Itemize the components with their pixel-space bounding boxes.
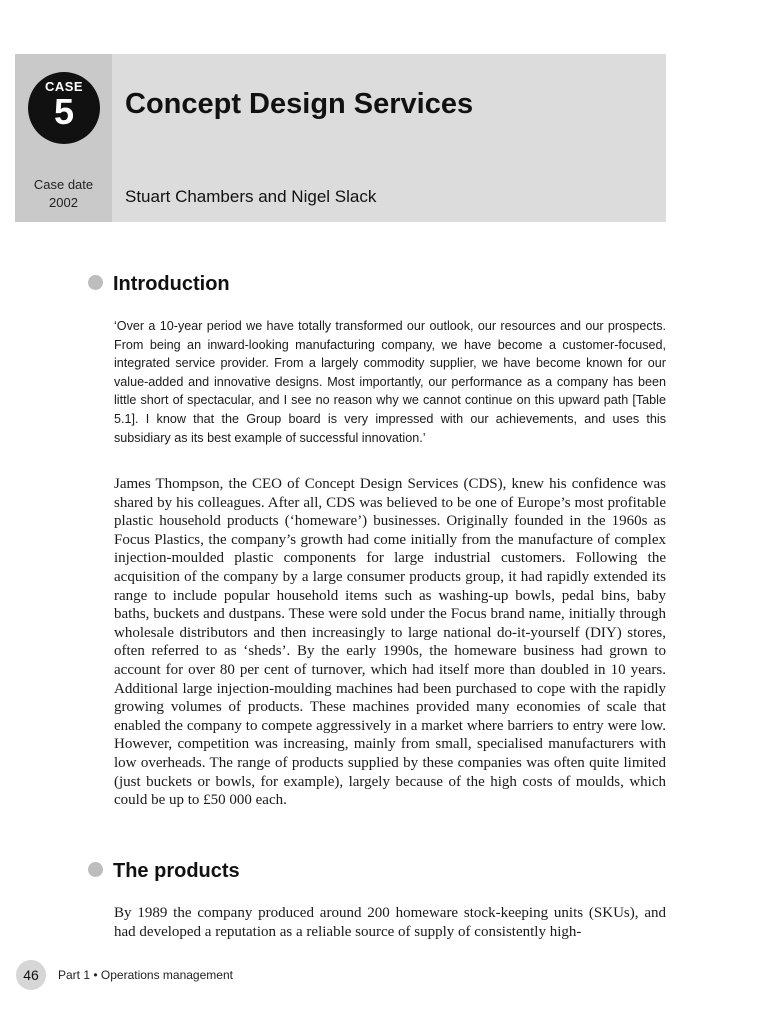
case-header-sidebar [15,54,112,222]
bullet-dot-icon [88,275,103,290]
section-heading-text: Introduction [113,273,230,295]
case-date-label: Case date [33,177,94,192]
case-badge [28,72,100,144]
case-date [15,176,112,212]
running-footer: Part 1 • Operations management [58,968,233,982]
case-title: Concept Design Services [125,88,474,120]
intro-paragraph: James Thompson, the CEO of Concept Design Services (CDS), knew his confidence was shared by his colleagues. After all, CDS was believed to be one of Europe’s most profitable plastic household products (‘homeware’) businesses. Originally founded in the 1960s as Focus Plastics, the company’s growth had come initially from the manufacture of complex injection-moulded plastic components for large industrial customers. Following the acquisition of the company by a large consumer products group, it had rapidly extended its range to include popular household items such as washing-up bowls, pedal bins, baby baths, buckets and dustpans. These were sold under the Focus brand name, initially through wholesale distributors and then increasingly to large national do-it-yourself (DIY) stores, often referred to as ‘sheds’. By the early 1990s, the homeware business had grown to account for over 80 per cent of turnover, which had itself more than doubled in 10 years. Additional large injection-moulding machines had been purchased to cope with the rapidly growing volumes of products. These machines provided many economies of scale that enabled the company to compete aggressively in a market where barriers to entry were low. However, competition was increasing, mainly from small, specialised manufacturers with low overheads. The range of products supplied by these companies was often quite limited (just buckets or bowls, for example), largely because of the high costs of moulds, which could be up to £50 000 each. [114,476,666,809]
case-label: CASE [44,79,84,94]
case-authors: Stuart Chambers and Nigel Slack [125,187,377,206]
bullet-dot-icon [88,862,103,877]
page-number: 46 [16,960,46,990]
case-header [15,54,666,222]
products-paragraph: By 1989 the company produced around 200 homeware stock-keeping units (SKUs), and had developed a reputation as a reliable source of supply of consistently high- [114,905,666,940]
case-number: 5 [53,91,75,132]
intro-quote: ‘Over a 10-year period we have totally transformed our outlook, our resources and our prospects. From being an inward-looking manufacturing company, we have become a customer-focused, integrated service provider. From a largely commodity supplier, we have become known for our value-added and innovative designs. Most importantly, our performance as a company has been little short of spectacular, and I see no reason why we cannot continue on this upward path [Table 5.1]. I know that the Group board is very impressed with our achievements, and uses this subsidiary as its best example of successful innovation.’ [114,319,666,445]
case-date-value: 2002 [49,195,78,210]
section-heading-introduction [88,273,230,299]
section-heading-products [88,860,240,886]
section-heading-text: The products [113,860,240,882]
